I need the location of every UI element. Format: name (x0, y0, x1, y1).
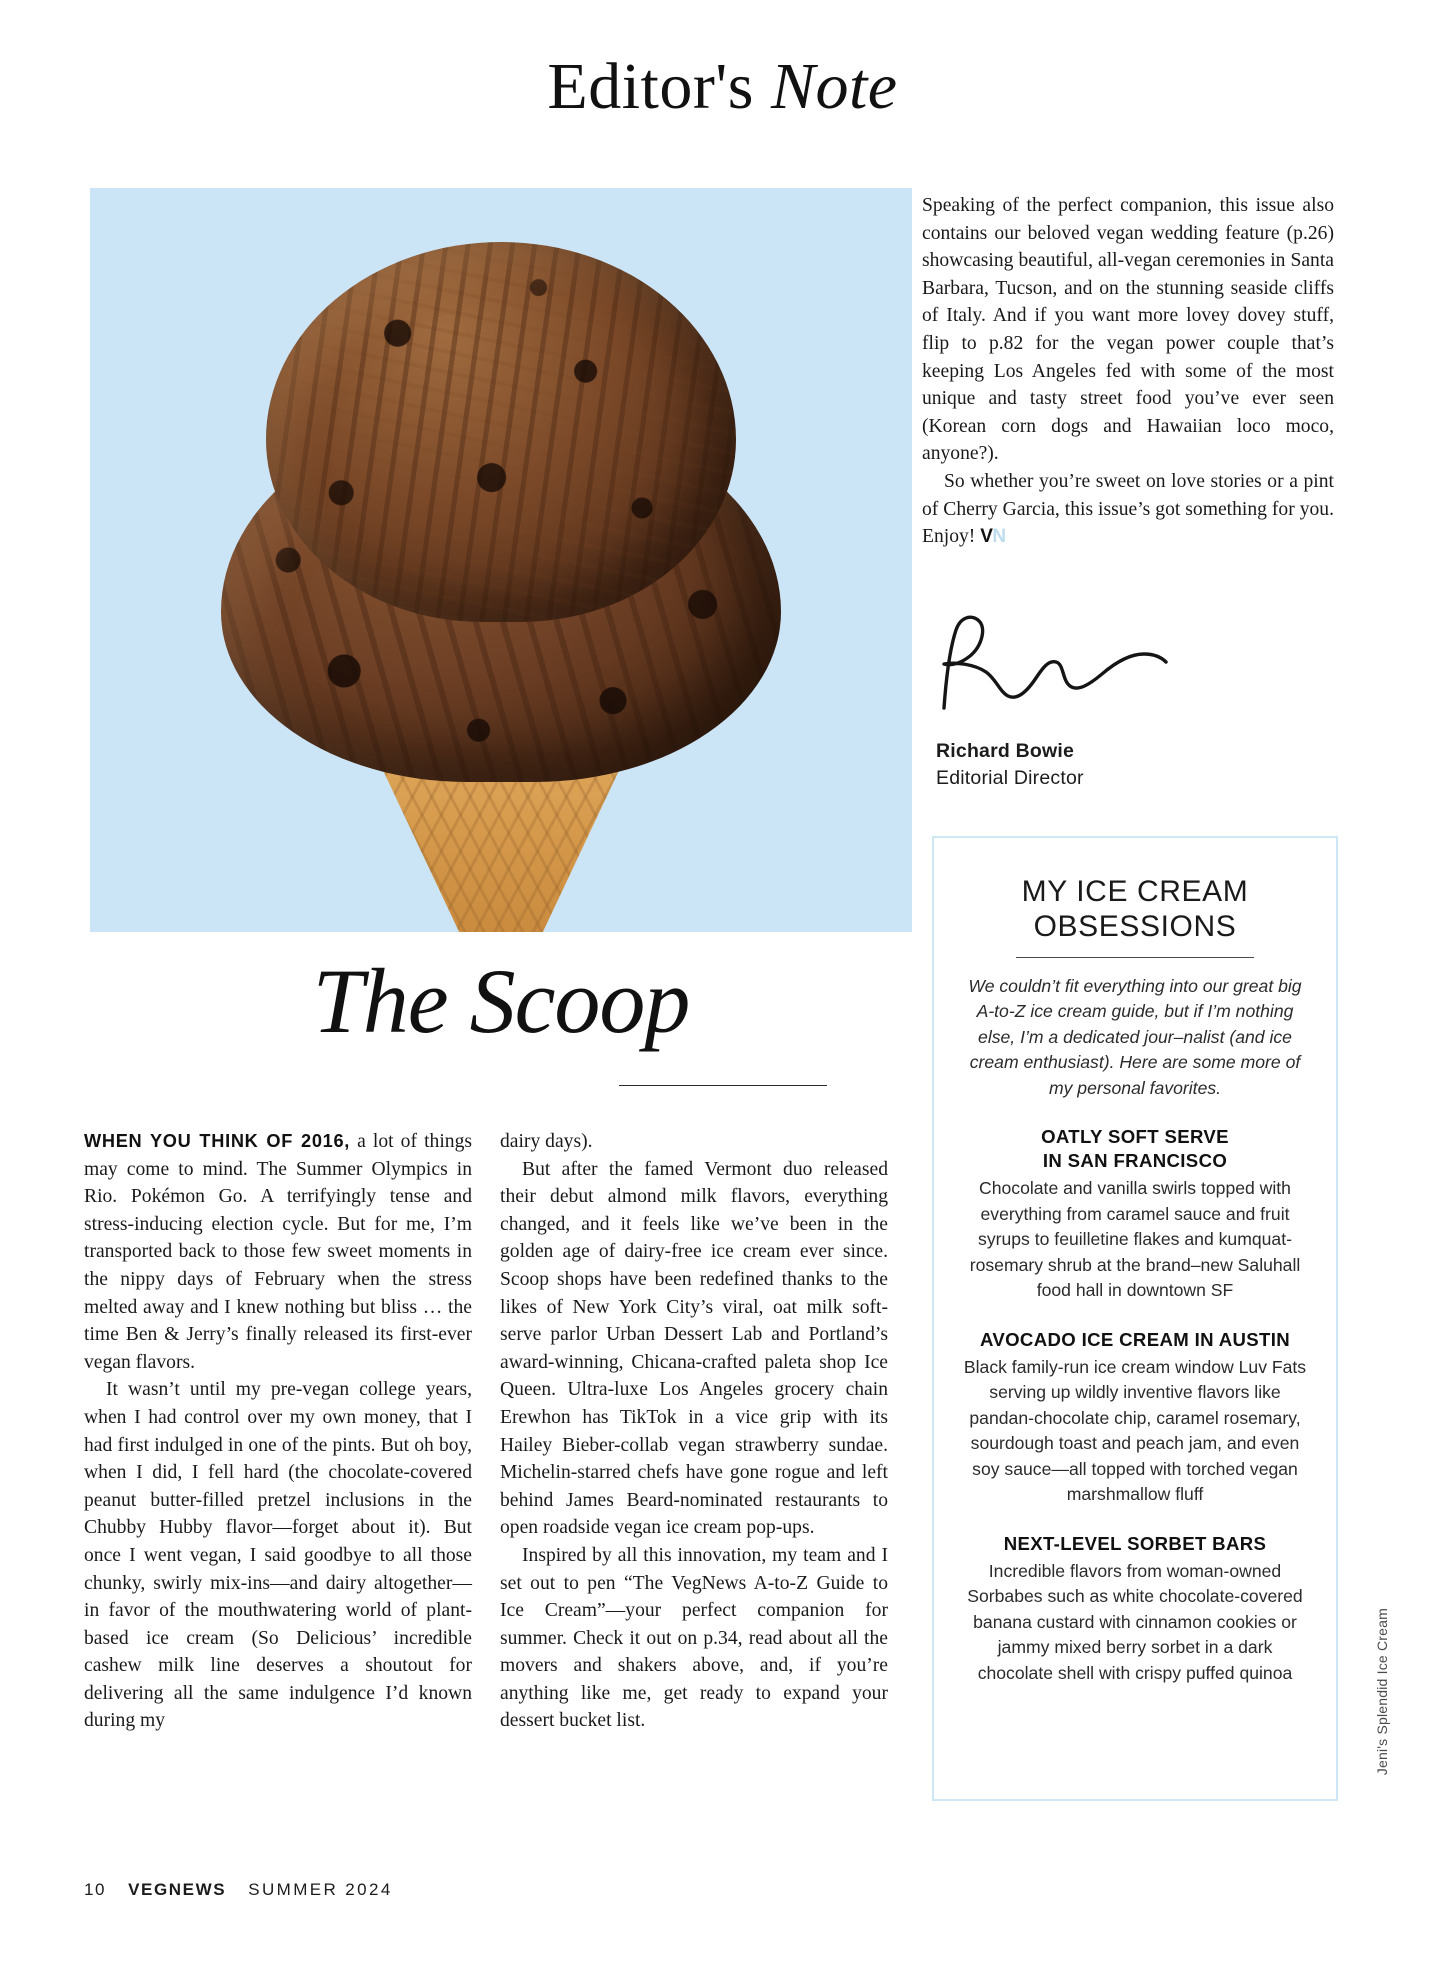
section-headline: The Scoop (312, 950, 690, 1052)
sidebar-item (960, 1532, 1310, 1687)
masthead-word-editors: Editor's (547, 50, 754, 123)
paragraph-text: a lot of things may come to mind. The Summer Olympics in Rio. Pokémon Go. A terrifyingly tense and stress-inducing election cycle. But for me, I’m transported back to those few sweet moments in the nippy days of February when the stress melted away and I knew nothing but bliss … the time Ben & Jerry’s finally released its first-ever vegan flavors. (84, 1131, 472, 1373)
body-column-left (84, 1128, 472, 1735)
page-footer (84, 1880, 393, 1900)
sidebar-item-body: Chocolate and vanilla swirls topped with everything from caramel sauce and fruit syrups to feuilletine flakes and kumquat-rosemary shrub at the brand–new Saluhall food hall in downtown SF (969, 1178, 1301, 1301)
sidebar-item-heading (960, 1328, 1310, 1352)
paragraph: Speaking of the perfect companion, this issue also contains our beloved vegan wedding feature (p.26) showcasing beautiful, all-vegan ceremonies in Santa Barbara, Tucson, and on the stunning seaside cliffs of Italy. And if you want more lovey dovey stuff, flip to p.82 for the vegan power couple that’s keeping Los Angeles fed with some of the most unique and tasty street food you’ve ever seen (Korean corn dogs and Hawaiian loco moco, anyone?). (922, 195, 1334, 465)
paragraph (84, 1128, 472, 1376)
sidebar-item-heading (960, 1125, 1310, 1173)
body-column-middle (500, 1128, 888, 1735)
sidebar-item-heading-line-2: IN SAN FRANCISCO (1042, 1150, 1228, 1172)
footer-brand: VEGNEWS (128, 1880, 227, 1899)
vn-mark-v: V (980, 526, 993, 548)
page-title (0, 52, 1445, 121)
footer-page-number: 10 (84, 1880, 107, 1899)
sidebar-item-heading (960, 1532, 1310, 1556)
hero-illustration (90, 188, 912, 932)
footer-issue: SUMMER 2024 (248, 1880, 393, 1899)
sidebar-item-heading-line-1: OATLY SOFT SERVE (1041, 1126, 1229, 1148)
signoff-byline (936, 740, 1084, 790)
paragraph (922, 468, 1334, 551)
top-scoop-shape (266, 242, 736, 622)
author-name: Richard Bowie (936, 740, 1075, 762)
sidebar-item (960, 1125, 1310, 1304)
lede-text: WHEN YOU THINK OF 2016, (84, 1131, 351, 1151)
headline-divider (619, 1085, 827, 1086)
sidebar-item-body: Black family-run ice cream window Luv Fats serving up wildly inventive flavors like pandan-chocolate chip, caramel rosemary, sourdough toast and peach jam, and even soy sauce—all topped with torched vegan marshmallow fluff (963, 1356, 1307, 1505)
sidebar-intro: We couldn’t fit everything into our great big A-to-Z ice cream guide, but if I’m nothing else, I’m a dedicated jour–nalist (and ice cream enthusiast). Here are some more of my personal favorites. (968, 975, 1302, 1098)
paragraph-text: So whether you’re sweet on love stories or a pint of Cherry Garcia, this issue’s got something for you. Enjoy! (922, 470, 1334, 548)
signature-image (930, 612, 1190, 722)
body-column-right (922, 192, 1334, 551)
sidebar-divider (1016, 957, 1254, 958)
paragraph: Inspired by all this innovation, my team and I set out to pen “The VegNews A-to-Z Guide to Ice Cream”—your perfect companion for summer. Check it out on p.34, read about all the movers and shakers above, and, if you’re anything like me, get ready to expand your dessert bucket list. (500, 1544, 888, 1732)
sidebar-title-line-1: MY ICE CREAM (1021, 875, 1249, 908)
sidebar-item-body: Incredible flavors from woman-owned Sorbabes such as white chocolate-covered banana custard with cinnamon cookies or jammy mixed berry sorbet in a dark chocolate shell with crispy puffed quinoa (967, 1560, 1303, 1683)
paragraph: It wasn’t until my pre-vegan college years, when I had control over my own money, that I had first indulged in one of the pints. But oh boy, when I did, I fell hard (the chocolate-covered peanut butter-filled pretzel inclusions in the Chubby Hubby flavor—forget about it). But once I went vegan, I said goodbye to all those chunky, swirly mix-ins—and dairy altogether—in favor of the mouthwatering world of plant-based ice cream (So Delicious’ incredible cashew milk line deserves a shoutout for delivering all the same indulgence I’d known during my (84, 1379, 472, 1732)
hero-ice-cream-photo (90, 188, 912, 932)
photo-credit: Jeni's Splendid Ice Cream (1374, 1608, 1390, 1776)
paragraph: dairy days). (500, 1131, 593, 1152)
vn-mark-n: N (992, 526, 1006, 548)
sidebar-title (960, 874, 1310, 945)
sidebar-title-line-2: OBSESSIONS (1033, 910, 1237, 944)
vegnews-logo-mark (980, 526, 1005, 547)
masthead-word-note: Note (770, 50, 898, 123)
sidebar-item (960, 1328, 1310, 1508)
paragraph: But after the famed Vermont duo released their debut almond milk flavors, everything changed, and it feels like we’ve been in the golden age of dairy-free ice cream ever since. Scoop shops have been redefined thanks to the likes of New York City’s viral, oat milk soft-serve parlor Urban Dessert Lab and Portland’s award-winning, Chicana-crafted paleta shop Ice Queen. Ultra-luxe Los Angeles grocery chain Erewhon has TikTok in a vice grip with its Hailey Bieber-collab vegan strawberry sundae. Michelin-starred chefs have gone rogue and left behind James Beard-nominated restaurants to open roadside vegan ice cream pop-ups. (500, 1158, 888, 1539)
sidebar-my-ice-cream-obsessions (932, 836, 1338, 1801)
sidebar-item-heading-line-1: AVOCADO ICE CREAM IN AUSTIN (979, 1328, 1291, 1350)
author-role: Editorial Director (936, 767, 1084, 789)
sidebar-item-heading-line-1: NEXT-LEVEL SORBET BARS (1003, 1532, 1267, 1554)
